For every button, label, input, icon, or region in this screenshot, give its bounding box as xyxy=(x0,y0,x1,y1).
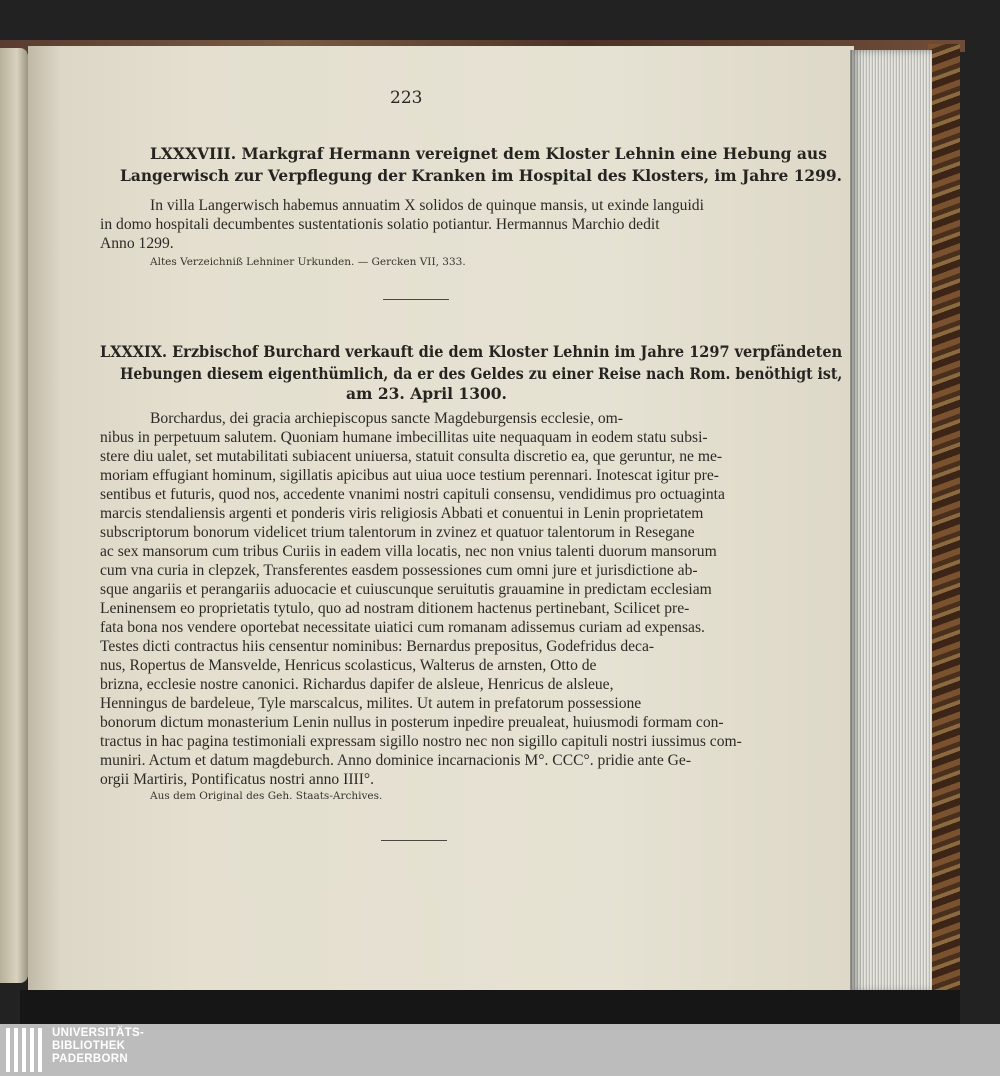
doc89-body-line-13: Testes dicti contractus hiis censentur nominibus: Bernardus prepositus, Godefridus deca- xyxy=(100,638,655,655)
doc89-heading-line-3: am 23. April 1300. xyxy=(346,384,507,403)
library-logo-icon xyxy=(6,1028,46,1072)
doc89-body-line-14: nus, Ropertus de Mansvelde, Henricus scolasticus, Walterus de arnsten, Otto de xyxy=(100,657,597,674)
doc89-body-line-10: sque angariis et perangariis aduocacie et cuiuscunque seruitutis grauamine in predictam ecclesiam xyxy=(100,581,712,598)
logo-text-line-3: PADERBORN xyxy=(52,1053,128,1065)
page-fore-edge xyxy=(850,50,932,992)
doc89-body-line-6: marcis stendaliensis argenti et ponderis viris religiosis Abbati et conuentui in Lenin proprietatem xyxy=(100,505,704,522)
left-page-edge xyxy=(0,48,28,983)
doc88-body-line-1: In villa Langerwisch habemus annuatim X solidos de quinque mansis, ut exinde languidi xyxy=(150,197,704,214)
page-number: 223 xyxy=(390,88,423,108)
doc89-body-line-15: brizna, ecclesie nostre canonici. Richardus dapifer de alsleue, Henricus de alsleue, xyxy=(100,676,614,693)
book-cover-marbled xyxy=(928,44,960,1004)
doc89-body-line-4: moriam effugiant hominum, sigillatis apicibus aut uiua uoce testium perennari. Inotescat igitur pre- xyxy=(100,467,719,484)
separator-rule-bottom xyxy=(381,840,447,841)
bottom-shadow xyxy=(20,990,960,1024)
doc89-body-line-5: sentibus et futuris, quod nos, accedente vnanimi nostri capituli consensu, vendidimus pro octuaginta xyxy=(100,486,725,503)
doc89-body-line-7: subscriptorum bonorum videlicet trium talentorum in zvinez et quatuor talentorum in Resegane xyxy=(100,524,695,541)
doc89-body-line-9: cum vna curia in clepzek, Transferentes easdem possessiones cum omni jure et jurisdictione ab- xyxy=(100,562,698,579)
doc89-body-line-16: Henningus de bardeleue, Tyle marscalcus, milites. Ut autem in prefatorum possessione xyxy=(100,695,642,712)
doc89-body-line-18: tractus in hac pagina testimoniali expressam sigillo nostro nec non sigillo capituli nostri iussimus com- xyxy=(100,733,742,750)
doc89-body-line-20: orgii Martiris, Pontificatus nostri anno IIII°. xyxy=(100,771,375,788)
doc89-body-line-8: ac sex mansorum cum tribus Curiis in eadem villa locatis, nec non vnius talenti duorum mansorum xyxy=(100,543,717,560)
logo-text-line-2: BIBLIOTHEK xyxy=(52,1040,126,1052)
doc89-body-line-1: Borchardus, dei gracia archiepiscopus sancte Magdeburgensis ecclesie, om- xyxy=(150,410,623,427)
doc88-body-line-3: Anno 1299. xyxy=(100,235,174,252)
doc88-body-line-2: in domo hospitali decumbentes sustentationis solatio potiantur. Hermannus Marchio dedit xyxy=(100,216,660,233)
logo-text-line-1: UNIVERSITÄTS- xyxy=(52,1027,145,1039)
doc88-source-note: Altes Verzeichniß Lehniner Urkunden. — Gercken VII, 333. xyxy=(150,256,466,268)
doc89-heading-line-2: Hebungen diesem eigenthümlich, da er des Geldes zu einer Reise nach Rom. benöthigt ist, xyxy=(120,364,843,383)
library-footer xyxy=(0,1024,1000,1076)
doc89-body-line-12: fata bona nos vendere oportebat necessitate uiatici cum romanam adissemus curiam ad expensas. xyxy=(100,619,705,636)
doc89-heading-line-1: LXXXIX. Erzbischof Burchard verkauft die dem Kloster Lehnin im Jahre 1297 verpfändeten xyxy=(100,342,843,361)
doc88-heading-line-2: Langerwisch zur Verpflegung der Kranken im Hospital des Klosters, im Jahre 1299. xyxy=(120,166,842,185)
doc89-source-note: Aus dem Original des Geh. Staats-Archives. xyxy=(150,790,383,802)
doc88-heading-line-1: LXXXVIII. Markgraf Hermann vereignet dem Kloster Lehnin eine Hebung aus xyxy=(150,144,827,163)
doc89-body-line-17: bonorum dictum monasterium Lenin nullus in posterum inpedire preualeat, huiusmodi formam con- xyxy=(100,714,724,731)
doc89-body-line-2: nibus in perpetuum salutem. Quoniam humane imbecillitas uite nequaquam in eodem statu subsi- xyxy=(100,429,708,446)
doc89-body-line-3: stere diu ualet, set mutabilitati subiacent uniuersa, statuit consulta discretio ea, que geruntur, ne me- xyxy=(100,448,723,465)
doc89-body-line-19: muniri. Actum et datum magdeburch. Anno dominice incarnacionis M°. CCC°. pridie ante Ge- xyxy=(100,752,692,769)
doc89-body-line-11: Leninensem eo proprietatis tytulo, quo ad nostram ditionem hactenus pertinebant, Scilicet pre- xyxy=(100,600,690,617)
separator-rule xyxy=(383,299,449,300)
